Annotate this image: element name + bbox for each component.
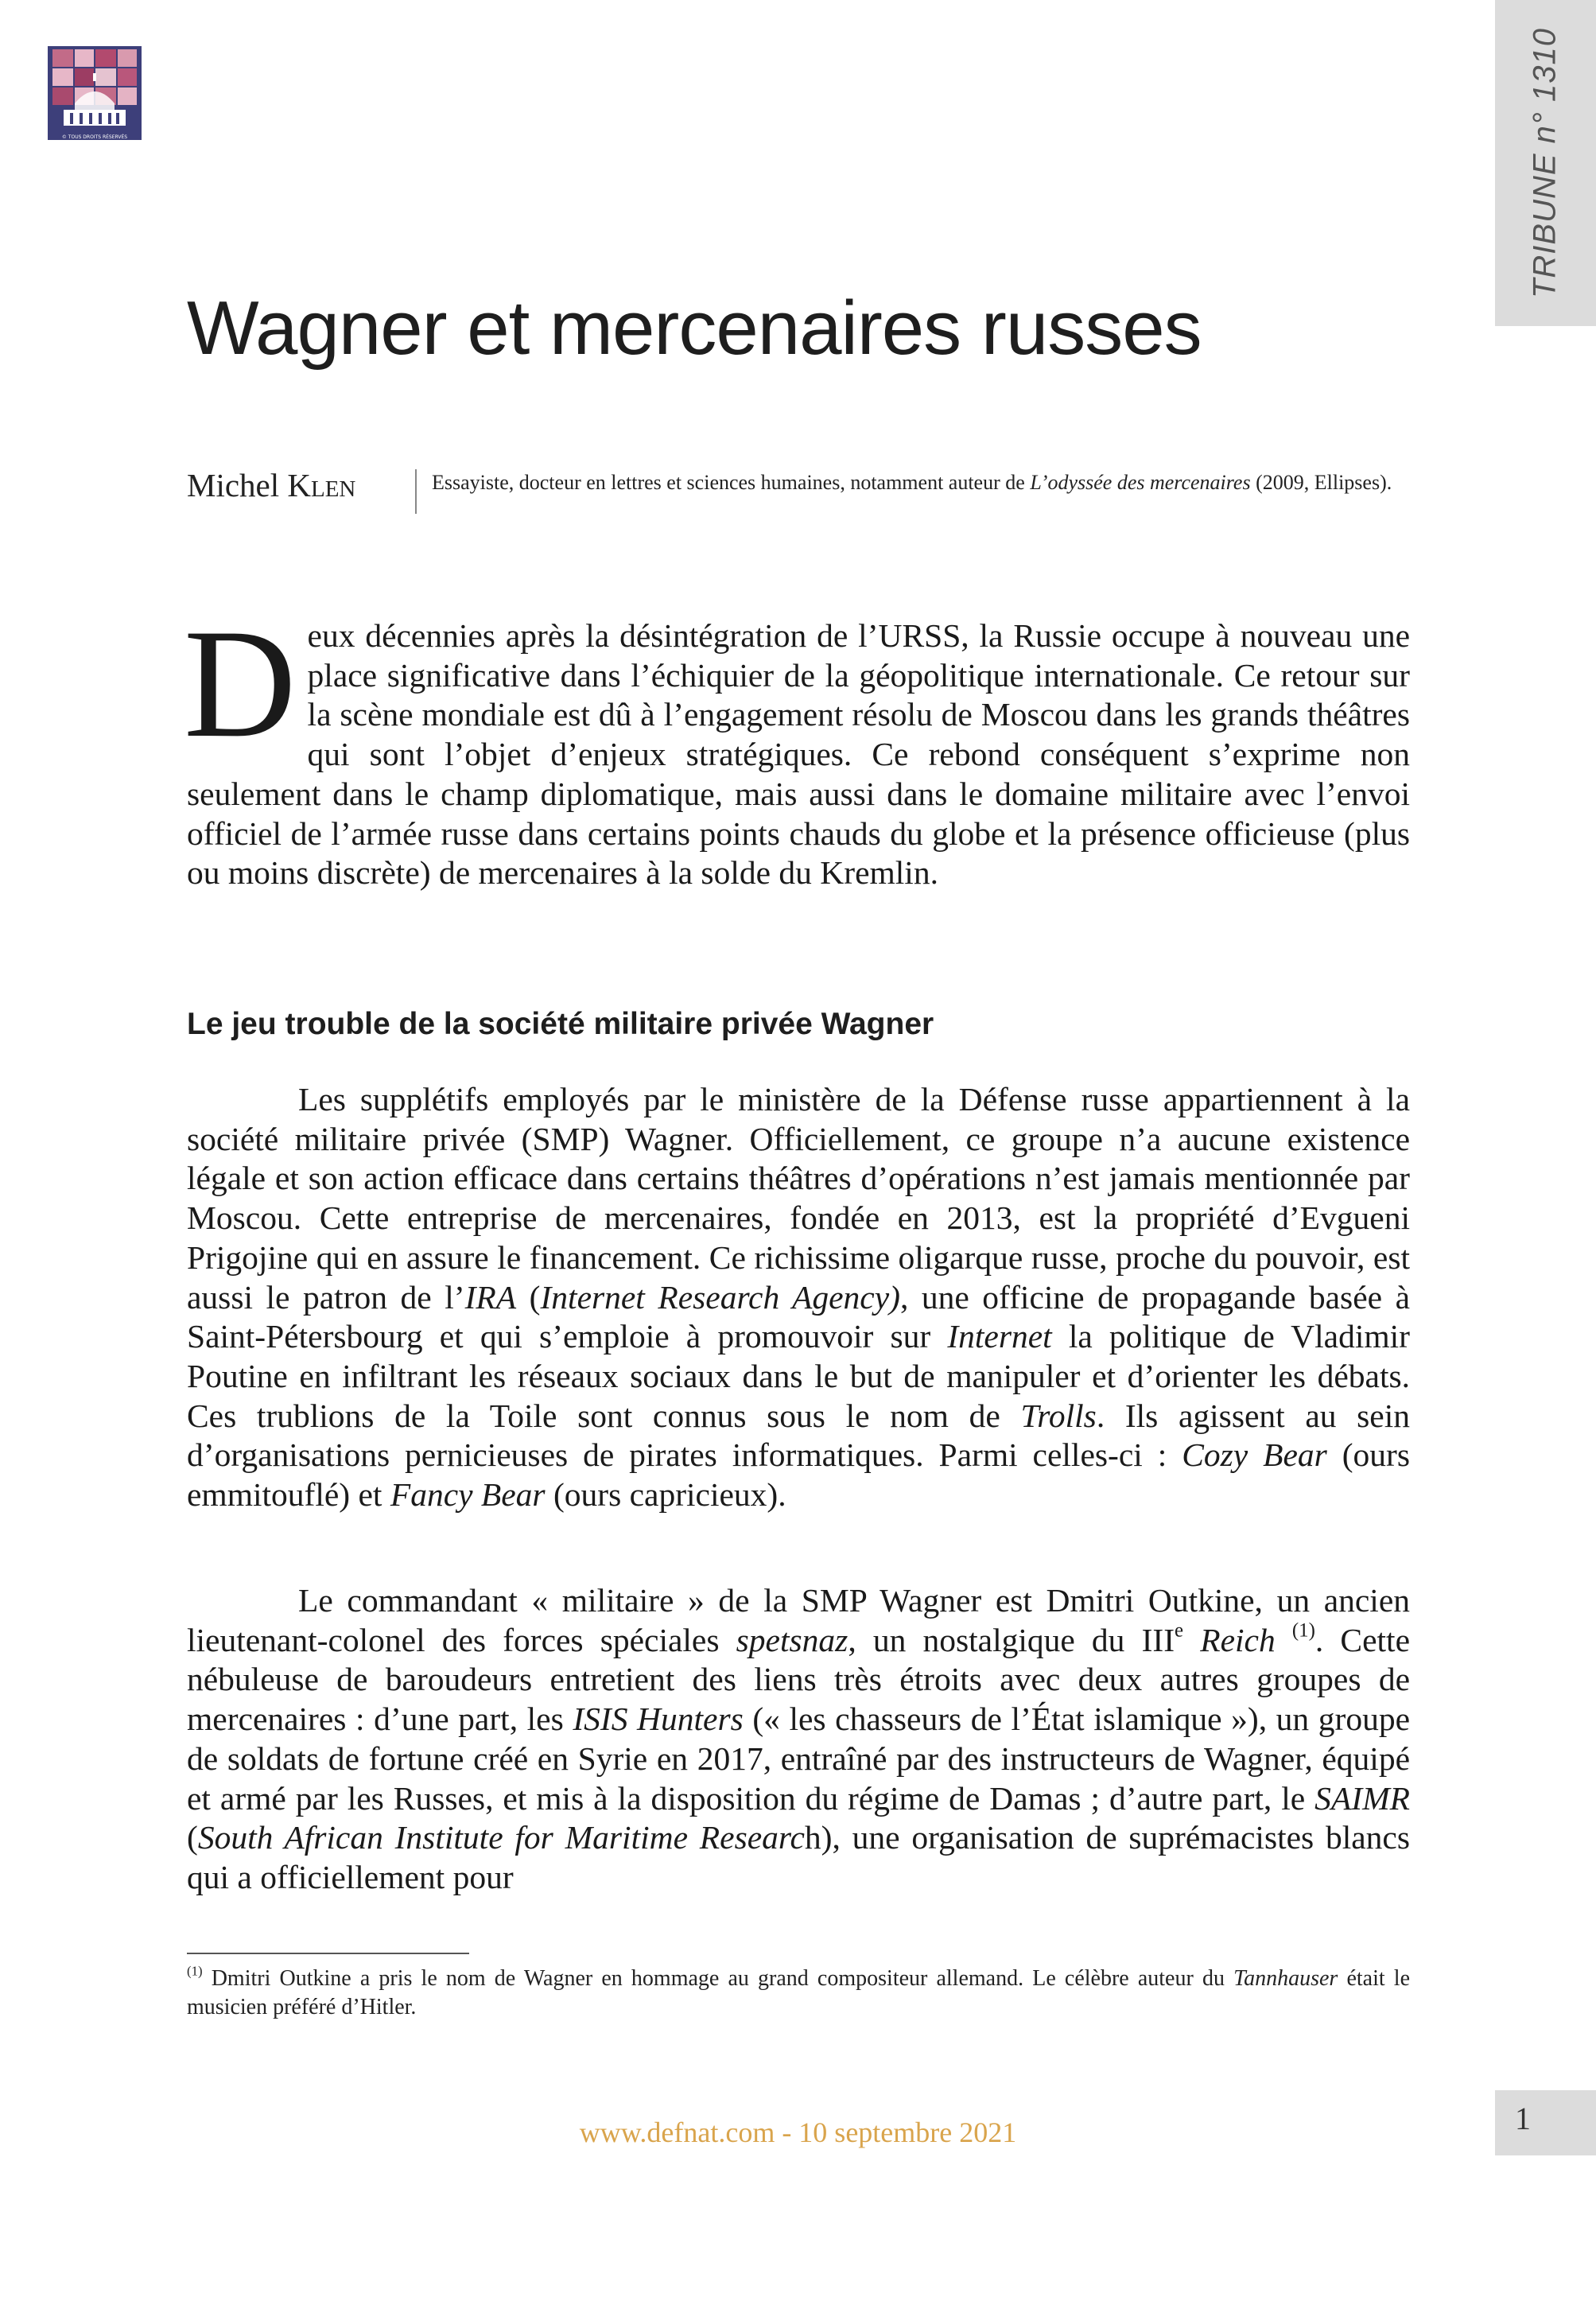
p2-text: ( xyxy=(187,1819,198,1856)
footnote-work-title: Tannhauser xyxy=(1233,1966,1338,1991)
p2-saimr: SAIMR xyxy=(1314,1779,1410,1817)
lead-paragraph xyxy=(184,597,1410,893)
page-number: 1 xyxy=(1515,2101,1531,2136)
author-name xyxy=(187,466,355,504)
article-title: Wagner et mercenaires russes xyxy=(187,286,1202,371)
p1-internet: Internet xyxy=(947,1318,1052,1355)
dome-logo-icon xyxy=(48,46,142,140)
p1-ira-full: Internet Research Agency) xyxy=(540,1278,900,1316)
footnote-text: était le musicien préféré d’Hitler. xyxy=(187,1966,1410,2019)
p1-text: (ours emmitouflé) et xyxy=(187,1436,1410,1514)
p2-reich: Reich xyxy=(1200,1621,1276,1658)
p1-text: ( xyxy=(516,1278,541,1316)
bio-text: Essayiste, docteur en lettres et sciences humaines, notamment auteur de xyxy=(432,471,1031,494)
series-label: TRIBUNE n° 1310 xyxy=(1527,27,1563,299)
p2-text: . Cette nébuleuse de baroudeurs entretient des liens très étroits avec deux autres groupes de mercenaires : d’une part, les xyxy=(187,1621,1411,1738)
publication-logo xyxy=(48,46,142,140)
p1-text: , une officine de propagande basée à Saint-Pétersbourg et qui s’emploie à promouvoir sur xyxy=(187,1278,1410,1355)
footnote-number: (1) xyxy=(187,1963,203,1979)
p1-cozy-bear: Cozy Bear xyxy=(1182,1436,1327,1474)
footnote-text: Dmitri Outkine a pris le nom de Wagner en hommage au grand compositeur allemand. Le célèbre auteur du xyxy=(202,1966,1234,1991)
p2-text: Le commandant « militaire » de la SMP Wagner est Dmitri Outkine, un ancien lieutenant-colonel des forces spéciales xyxy=(187,1582,1410,1658)
p2-saimr-full: South African Institute for Maritime Researc xyxy=(197,1819,805,1856)
p2-isis-hunters: ISIS Hunters xyxy=(573,1700,744,1738)
p2-text xyxy=(1276,1622,1292,1658)
page-number-tab xyxy=(1495,2090,1596,2155)
p1-text: la politique de Vladimir Poutine en infiltrant les réseaux sociaux dans le but de manipuler et d’orienter les débats. Ces trublions de la Toile sont connus sous le nom de xyxy=(187,1318,1410,1434)
author-bio xyxy=(432,469,1410,496)
p2-text: , un nostalgique du III xyxy=(848,1621,1175,1658)
p1-fancy-bear: Fancy Bear xyxy=(390,1476,546,1514)
lead-text: eux décennies après la désintégration de l’URSS, la Russie occupe à nouveau une place significative dans l’échiquier de la géopolitique internationale. Ce retour sur la scène mondiale est dû à l’engagement résolu de Moscou dans les grands théâtres qui sont l’objet d’enjeux stratégiques. Ce rebond conséquent s’exprime non seulement dans le champ diplomatique, mais aussi dans le domaine militaire avec l’envoi officiel de l’armée russe dans certains points chauds du globe et la présence officieuse (plus ou moins discrète) de mercenaires à la solde du Kremlin. xyxy=(187,617,1410,892)
p2-text xyxy=(1183,1622,1200,1658)
p1-trolls: Trolls xyxy=(1020,1397,1097,1434)
p2-superscript: e xyxy=(1175,1619,1184,1642)
p1-text: (ours capricieux). xyxy=(545,1476,786,1514)
page-footer-link[interactable]: www.defnat.com - 10 septembre 2021 xyxy=(579,2116,1017,2148)
footnote-ref[interactable]: (1) xyxy=(1291,1619,1315,1642)
bio-text-end: (2009, Ellipses). xyxy=(1250,471,1392,494)
p2-text: (« les chasseurs de l’État islamique »), un groupe de soldats de fortune créé en Syrie en 2017, entraîné par des instructeurs de Wagner, équipé et armé par les Russes, et mis à la disposition du régime de Damas ; d’autre part, le xyxy=(187,1700,1410,1817)
p1-text: . Ils agissent au sein d’organisations pernicieuses de pirates informatiques. Parmi celles-ci : xyxy=(187,1397,1410,1474)
p1-text: Les supplétifs employés par le ministère de la Défense russe appartiennent à la société militaire privée (SMP) Wagner. Officiellement, ce groupe n’a aucune existence légale et son action efficace dans certains théâtres d’opérations n’est jamais mentionnée par Moscou. Cette entreprise de mercenaires, fondée en 2013, est la propriété d’Evgueni Prigojine qui en assure le financement. Ce richissime oligarque russe, proche du pouvoir, est aussi le patron de l’ xyxy=(187,1081,1410,1316)
author-last: Klen xyxy=(287,467,356,503)
footnote xyxy=(187,1965,1410,2022)
body-paragraph-1 xyxy=(187,1080,1410,1515)
section-heading: Le jeu trouble de la société militaire privée Wagner xyxy=(187,1007,934,1041)
p2-text: h), une organisation de suprémacistes blancs qui a officiellement pour xyxy=(187,1819,1410,1895)
author-divider xyxy=(415,469,417,514)
drop-cap: D xyxy=(184,597,297,770)
bio-book-title: L’odyssée des mercenaires xyxy=(1030,471,1251,494)
author-first: Michel xyxy=(187,467,288,503)
p1-ira: IRA xyxy=(464,1278,517,1316)
body-paragraph-2 xyxy=(187,1581,1410,1898)
p2-spetsnaz: spetsnaz xyxy=(736,1621,848,1658)
logo-caption: © TOUS DROITS RÉSERVÉS xyxy=(61,134,128,140)
footnote-divider xyxy=(187,1953,469,1954)
